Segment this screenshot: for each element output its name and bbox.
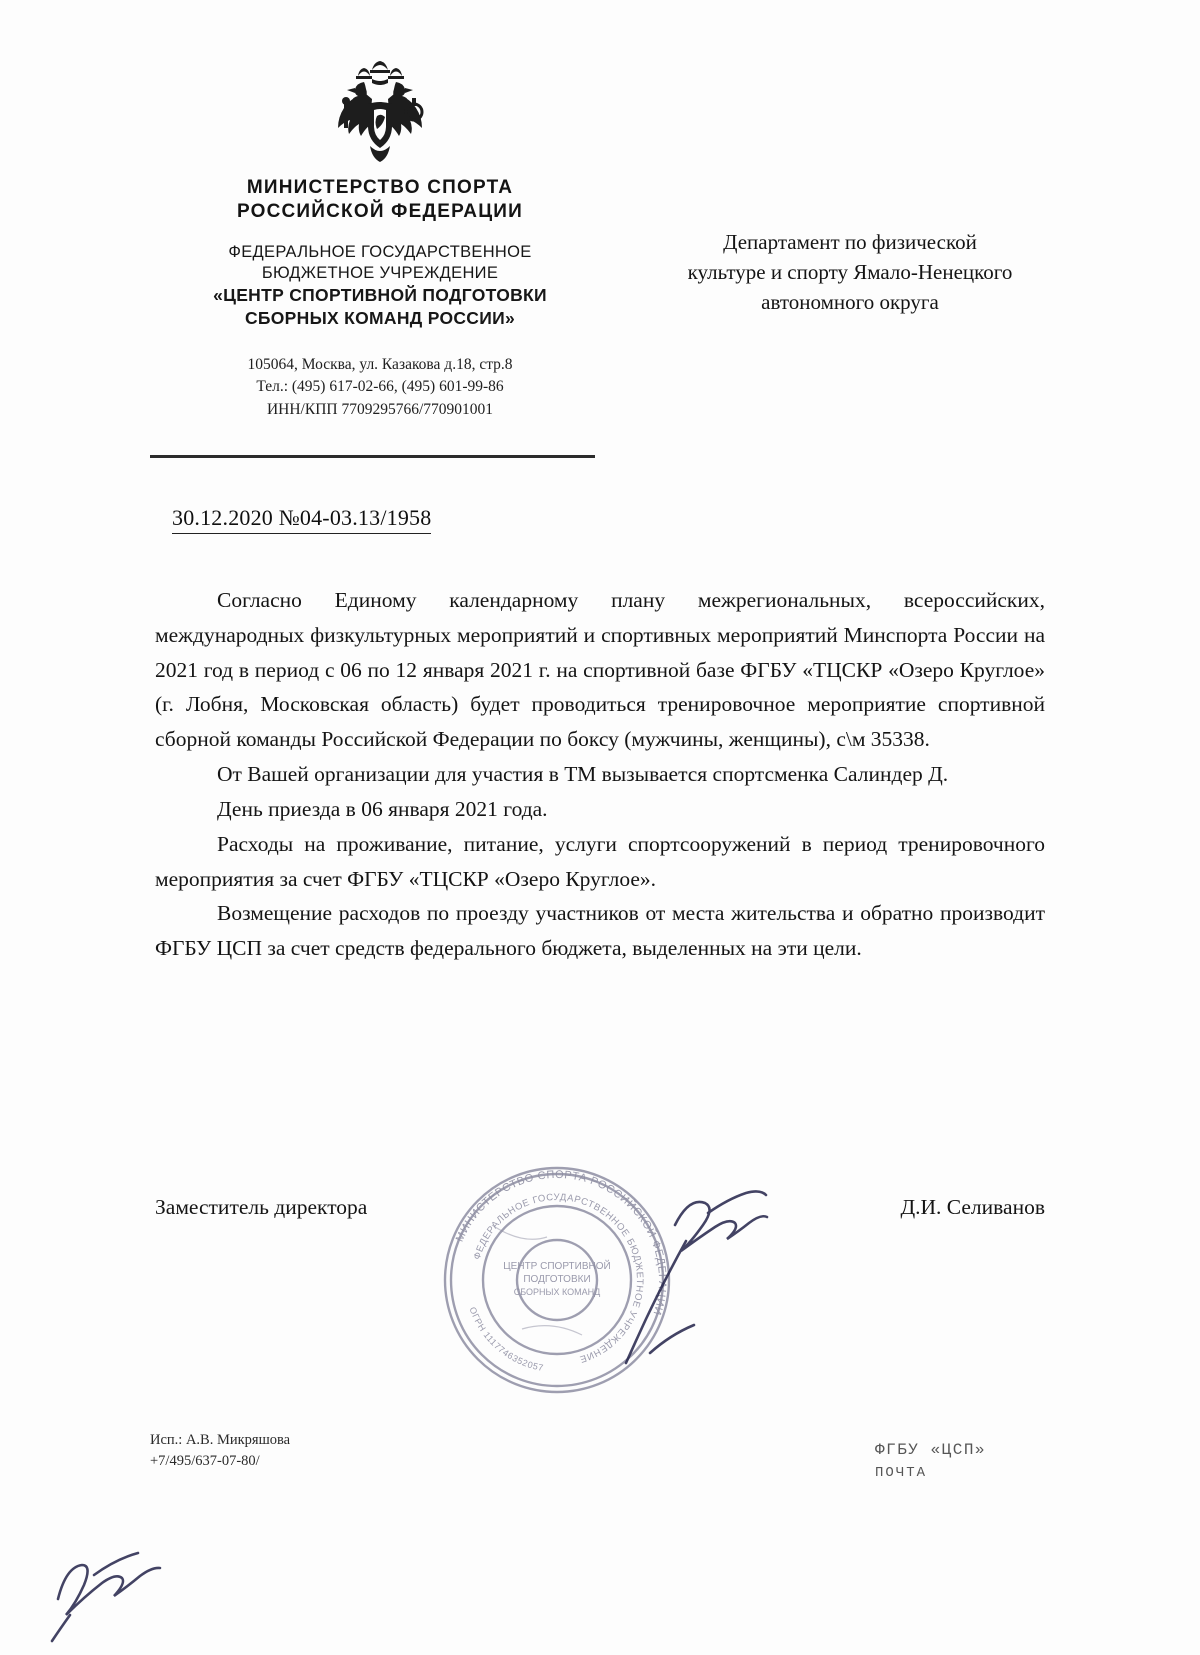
mail-stamp-line-2: ПОЧТА xyxy=(875,1464,928,1481)
addressee-line-2: культуре и спорту Ямало-Ненецкого xyxy=(687,259,1013,284)
letterhead-divider xyxy=(150,455,595,458)
letterhead xyxy=(150,60,610,421)
executor-name: Исп.: А.В. Микряшова xyxy=(150,1432,291,1448)
address-line: 105064, Москва, ул. Казакова д.18, стр.8 xyxy=(247,355,513,373)
body-paragraph-1: Согласно Единому календарному плану межрегиональных, всероссийских, международных физкультурных мероприятий и спортивных мероприятий Минспорта России на 2021 год в период с 06 по 12 января 2021 г. на спортивной базе ФГБУ «ТЦСКР «Озеро Круглое» (г. Лобня, Московская область) будет проводиться тренировочное мероприятие спортивной сборной команды Российской Федерации по боксу (мужчины, женщины), с\м 35338. xyxy=(155,588,1045,752)
mail-stamp xyxy=(875,1438,986,1484)
body-paragraph-3: День приезда в 06 января 2021 года. xyxy=(217,796,548,821)
stamp-center-line-1: ЦЕНТР СПОРТИВНОЙ xyxy=(503,1261,611,1272)
russian-coat-of-arms-icon xyxy=(320,60,440,170)
org-line-4: СБОРНЫХ КОМАНД РОССИИ» xyxy=(244,308,516,329)
body-paragraph-4: Расходы на проживание, питание, услуги спортсооружений в период тренировочного мероприятия за счет ФГБУ «ТЦСКР «Озеро Круглое». xyxy=(155,831,1045,891)
stamp-center-line-3: СБОРНЫХ КОМАНД xyxy=(513,1287,601,1297)
organization-contacts xyxy=(150,354,610,421)
ministry-title xyxy=(150,176,610,224)
addressee-line-1: Департамент по физической xyxy=(723,230,977,254)
handwritten-signature xyxy=(590,1155,850,1385)
signatory-position: Заместитель директора xyxy=(155,1195,368,1219)
stamp-ring-outer-text: МИНИСТЕРСТВО СПОРТА РОССИЙСКОЙ ФЕДЕРАЦИИ xyxy=(453,1168,669,1317)
org-line-3: «ЦЕНТР СПОРТИВНОЙ ПОДГОТОВКИ xyxy=(213,285,547,306)
addressee-block xyxy=(640,228,1060,317)
svg-text:ОГРН 1117746352057 xyxy=(468,1306,545,1373)
addressee-line-3: автономного округа xyxy=(761,289,939,314)
org-line-2: БЮДЖЕТНОЕ УЧРЕЖДЕНИЕ xyxy=(261,263,499,282)
document-reference-number: 30.12.2020 №04-03.13/1958 xyxy=(172,505,431,534)
stamp-center-line-2: ПОДГОТОВКИ xyxy=(523,1274,591,1285)
body-paragraph-2: От Вашей организации для участия в ТМ вызывается спортсменка Салиндер Д. xyxy=(217,762,949,787)
executor-block xyxy=(150,1430,290,1472)
stamp-ogrn-text: ОГРН 1117746352057 xyxy=(467,1305,545,1373)
bottom-handwritten-signature xyxy=(40,1535,220,1645)
executor-phone: +7/495/637-07-80/ xyxy=(150,1453,260,1470)
org-line-1: ФЕДЕРАЛЬНОЕ ГОСУДАРСТВЕННОЕ xyxy=(228,242,532,261)
signatory-name: Д.И. Селиванов xyxy=(900,1195,1045,1219)
ministry-line-1: МИНИСТЕРСТВО СПОРТА xyxy=(246,177,514,198)
body-paragraph-5: Возмещение расходов по проезду участников от места жительства и обратно производит ФГБУ ЦСП за счет средств федерального бюджета, выделенных на эти цели. xyxy=(155,901,1045,961)
inn-kpp-line: ИНН/КПП 7709295766/770901001 xyxy=(266,400,494,418)
document-body xyxy=(155,583,1045,966)
ministry-line-2: РОССИЙСКОЙ ФЕДЕРАЦИИ xyxy=(236,200,523,222)
mail-stamp-line-1: ФГБУ «ЦСП» xyxy=(875,1441,987,1459)
stamp-ring-inner-text: ФЕДЕРАЛЬНОЕ ГОСУДАРСТВЕННОЕ БЮДЖЕТНОЕ УЧРЕЖДЕНИЕ xyxy=(471,1191,646,1365)
phone-line: Тел.: (495) 617-02-66, (495) 601-99-86 xyxy=(256,378,504,396)
